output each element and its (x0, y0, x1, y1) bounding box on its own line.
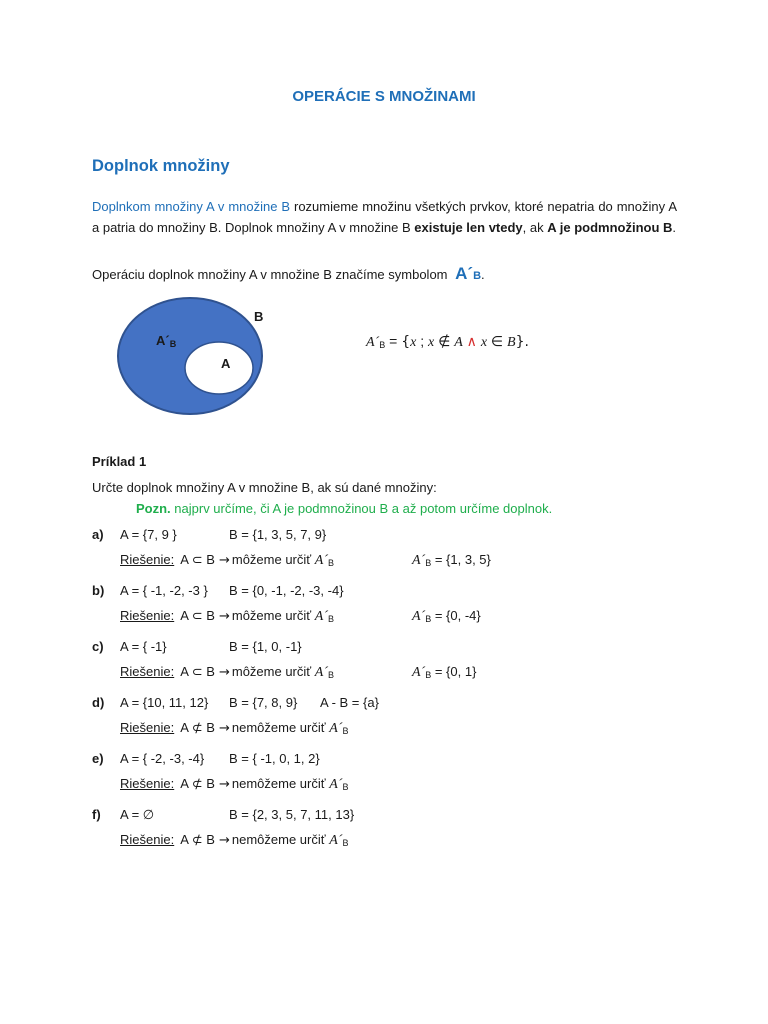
formula-eq: = (385, 333, 402, 349)
formula-in: ∈ (490, 334, 504, 350)
result-value: = {0, -4} (431, 608, 481, 623)
item-letter: a) (92, 527, 104, 542)
item-set-a: A = { -2, -3, -4} (120, 751, 205, 766)
item-solution (120, 552, 334, 569)
item-relation: A ⊂ B (180, 664, 215, 679)
diagram-label-complement (156, 333, 176, 349)
set-a-circle (185, 342, 253, 394)
item-symbol-sub: B (327, 614, 334, 624)
item-relation: A ⊄ B (180, 720, 215, 735)
item-solution (120, 608, 334, 625)
formula-open: { (401, 334, 411, 350)
result-symbol: A´ (412, 553, 426, 568)
definition-paragraph (92, 196, 677, 238)
item-symbol: A´ (329, 833, 343, 848)
arrow-icon: → (218, 609, 230, 624)
item-solution (120, 720, 348, 737)
result-symbol: A´ (412, 609, 426, 624)
formula-b: B (507, 335, 516, 350)
complement-symbol (455, 264, 481, 283)
result-symbol-sub: B (425, 558, 432, 568)
solution-label: Riešenie: (120, 832, 175, 847)
item-set-b: B = { -1, 0, 1, 2} (229, 751, 320, 766)
item-relation: A ⊄ B (180, 832, 215, 847)
formula-sep: ; (416, 333, 429, 349)
item-letter: d) (92, 695, 105, 710)
arrow-icon: → (218, 833, 230, 848)
item-verdict: môžeme určiť (231, 664, 315, 679)
diagram-label-a: A (221, 356, 231, 371)
item-verdict: nemôžeme určiť (231, 776, 330, 791)
item-symbol-sub: B (342, 838, 349, 848)
item-relation: A ⊄ B (180, 776, 215, 791)
example-heading: Príklad 1 (92, 454, 147, 469)
item-set-b: B = {2, 3, 5, 7, 11, 13} (229, 807, 355, 822)
item-verdict: môžeme určiť (231, 608, 315, 623)
definition-bold-1: existuje len vtedy (414, 220, 523, 235)
example-note (136, 501, 552, 516)
item-set-b: B = {7, 8, 9} (229, 695, 298, 710)
item-symbol: A´ (329, 721, 343, 736)
note-bold: Pozn. (136, 501, 171, 516)
item-set-a: A = ∅ (120, 807, 155, 822)
item-result (412, 552, 491, 569)
symbol-line (92, 264, 485, 284)
solution-label: Riešenie: (120, 776, 175, 791)
formula-x2: x (428, 335, 435, 350)
formula-lhs-sub: B (379, 340, 386, 350)
diagram-label-complement-sub: B (169, 339, 177, 349)
page-title: OPERÁCIE S MNOŽINAMI (292, 88, 476, 105)
solution-label: Riešenie: (120, 720, 175, 735)
complement-formula (366, 333, 529, 351)
formula-close: }. (515, 334, 529, 350)
item-result (412, 664, 476, 681)
item-verdict: nemôžeme určiť (231, 832, 330, 847)
item-verdict: môžeme určiť (231, 552, 315, 567)
result-symbol: A´ (412, 665, 426, 680)
item-set-b: B = {1, 0, -1} (229, 639, 302, 654)
item-set-b: B = {0, -1, -2, -3, -4} (229, 583, 344, 598)
arrow-icon: → (218, 721, 230, 736)
venn-diagram (116, 296, 276, 426)
definition-text-3: . (672, 220, 677, 235)
formula-a: A (454, 335, 463, 350)
formula-x1: x (410, 335, 417, 350)
formula-and: ∧ (466, 334, 477, 350)
definition-bold-2: A je podmnožinou B (547, 220, 673, 235)
item-symbol: A´ (314, 609, 328, 624)
result-value: = {1, 3, 5} (431, 552, 491, 567)
arrow-icon: → (218, 553, 230, 568)
definition-lead: Doplnkom množiny A v množine B (92, 199, 291, 214)
arrow-icon: → (218, 665, 230, 680)
item-letter: f) (92, 807, 101, 822)
item-result (412, 608, 481, 625)
item-symbol-sub: B (327, 558, 334, 568)
item-symbol: A´ (329, 777, 343, 792)
complement-symbol-main: A´ (455, 264, 474, 283)
arrow-icon: → (218, 777, 230, 792)
item-symbol-sub: B (327, 670, 334, 680)
solution-label: Riešenie: (120, 552, 175, 567)
item-symbol: A´ (314, 665, 328, 680)
item-set-a: A = {7, 9 } (120, 527, 177, 542)
diagram-label-b: B (254, 309, 264, 324)
result-symbol-sub: B (425, 614, 432, 624)
formula-notin: ∉ (438, 334, 451, 350)
item-verdict: nemôžeme určiť (231, 720, 330, 735)
diagram-label-complement-main: A´ (156, 333, 170, 348)
item-solution (120, 664, 334, 681)
item-set-a: A = { -1} (120, 639, 167, 654)
item-set-b: B = {1, 3, 5, 7, 9} (229, 527, 327, 542)
solution-label: Riešenie: (120, 664, 175, 679)
item-letter: b) (92, 583, 105, 598)
symbol-line-text: Operáciu doplnok množiny A v množine B značíme symbolom (92, 267, 448, 282)
definition-text-2: , ak (522, 220, 548, 235)
formula-lhs: A´ (366, 335, 380, 350)
item-letter: c) (92, 639, 104, 654)
complement-symbol-sub: B (473, 270, 482, 282)
solution-label: Riešenie: (120, 608, 175, 623)
item-solution (120, 776, 348, 793)
item-relation: A ⊂ B (180, 552, 215, 567)
item-extra: A - B = {a} (320, 695, 379, 710)
item-symbol-sub: B (342, 782, 349, 792)
item-symbol-sub: B (342, 726, 349, 736)
example-task: Určte doplnok množiny A v množine B, ak sú dané množiny: (92, 480, 437, 495)
definition-text-1: rozumieme množinu všetkých prvkov, ktoré nepatria do množiny A a patria do množiny B. Doplnok množiny A v množine B (92, 199, 677, 235)
item-symbol: A´ (314, 553, 328, 568)
result-symbol-sub: B (425, 670, 432, 680)
section-heading: Doplnok množiny (92, 157, 230, 175)
note-text: najprv určíme, či A je podmnožinou B a až potom určíme doplnok. (170, 501, 553, 516)
item-set-a: A = {10, 11, 12} (120, 695, 209, 710)
item-solution (120, 832, 348, 849)
item-set-a: A = { -1, -2, -3 } (120, 583, 208, 598)
result-value: = {0, 1} (431, 664, 477, 679)
item-letter: e) (92, 751, 104, 766)
formula-x3: x (480, 335, 488, 350)
symbol-line-end: . (481, 267, 485, 282)
item-relation: A ⊂ B (180, 608, 215, 623)
